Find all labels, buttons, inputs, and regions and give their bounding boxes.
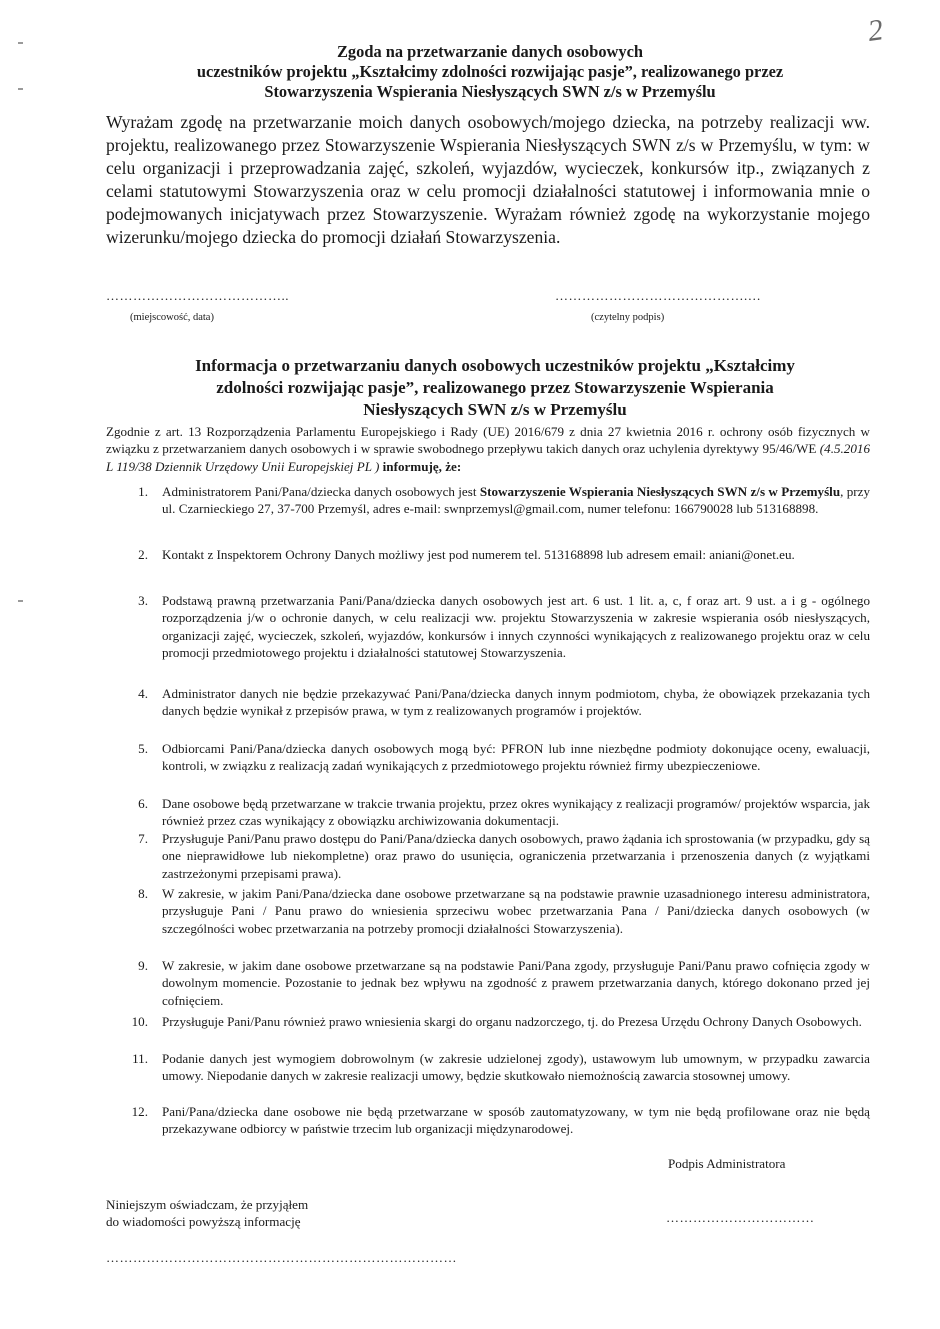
- list-item-text: W zakresie, w jakim Pani/Pana/dziecka dane osobowe przetwarzane są na podstawie prawnie uzasadnionego interesu administratora, przysługuje Pani / Panu prawo do wniesienia sprzeciwu wobec przetwarzania Pana / Pani/dziecka danych osobowych (w szczególności wobec przetwarzania na potrzeby promocji działalności Stowarzyszenia).: [162, 886, 870, 936]
- list-item-text: Odbiorcami Pani/Pana/dziecka danych osobowych mogą być: PFRON lub inne niezbędne podmioty dokonujące oceny, ewaluacji, kontroli, w związku z realizacją zadań wynikających z przedmiotowego projektu również firmy ubezpieczeniowe.: [162, 741, 870, 774]
- list-item-text: Podanie danych jest wymogiem dobrowolnym (w zakresie udzielonej zgody), ustawowym lub umownym, w przypadku zawarcia umowy. Niepodanie danych w zakresie realizacji umowy, będzie skutkowało niemożnością zawarcia stosownej umowy.: [162, 1051, 870, 1084]
- intro-inform: informuję, że:: [379, 458, 462, 474]
- info-intro: [106, 423, 870, 475]
- list-item-number: 7.: [138, 831, 148, 846]
- place-date-field[interactable]: …………………………………..: [106, 288, 289, 303]
- consent-body: Wyrażam zgodę na przetwarzanie moich danych osobowych/mojego dziecka, na potrzeby realizacji ww. projektu, realizowanego przez Stowarzyszenie Wspierania Niesłyszących SWN z/s w Przemyślu, w tym: w celu organizacji i przeprowadzania zajęć, szkoleń, wyjazdów, wycieczek, konkursów itp., związanych z celami statutowymi Stowarzyszenia oraz w celu promocji działalności statutowej i informowania mnie o podejmowanych inicjatywach przez Stowarzyszenie. Wyrażam również zgodę na wykorzystanie mojego wizerunku/mojego dziecka do promocji działań Stowarzyszenia.: [106, 112, 870, 248]
- list-item-number: 5.: [138, 741, 148, 756]
- consent-title-line: uczestników projektu „Kształcimy zdolności rozwijając pasje”, realizowanego przez: [196, 62, 784, 81]
- list-item-number: 11.: [132, 1051, 148, 1066]
- admin-signature-label: Podpis Administratora: [668, 1156, 786, 1171]
- declaration-line: Niniejszym oświadczam, że przyjąłem: [106, 1197, 309, 1212]
- list-item-number: 10.: [131, 1014, 148, 1029]
- list-item-number: 4.: [138, 686, 148, 701]
- list-item-text: [162, 483, 870, 518]
- list-item-number: 2.: [138, 547, 148, 562]
- list-item-number: 9.: [138, 958, 148, 973]
- list-item-number: 3.: [138, 593, 148, 608]
- declaration-line: do wiadomości powyższą informację: [106, 1214, 301, 1230]
- list-item-number: 12.: [131, 1104, 148, 1119]
- list-item-number: 8.: [138, 886, 148, 901]
- intro-text: Zgodnie z art. 13 Rozporządzenia Parlamentu Europejskiego i Rady (UE) 2016/679 z dnia 27 kwietnia 2016 r. ochrony osób fizycznych w związku z przetwarzaniem danych osobowych i w sprawie swobodnego przepływu takich danych oraz uchylenia dyrektywy 95/46/WE: [106, 424, 870, 457]
- list-item-text: Przysługuje Pani/Panu prawo dostępu do Pani/Pana/dziecka danych osobowych, prawo żądania ich sprostowania (w przypadku, gdy są one nieprawidłowe lub niekompletne) oraz prawo do usunięcia, ograniczenia przetwarzania i przenoszenia danych (z wyjątkami zastrzeżonymi przepisami prawa).: [162, 831, 870, 881]
- declaration: [106, 1196, 426, 1231]
- list-item-number: 1.: [138, 484, 148, 499]
- handwritten-page-number: 2: [865, 13, 886, 48]
- list-item-text: Administrator danych nie będzie przekazywać Pani/Pana/dziecka danych innym podmiotom, chyba, że obowiązek przekazania tych danych będzie wynikał z przepisów prawa, w tym z realizowanych programów i projektów.: [162, 686, 870, 719]
- info-title-line: Niesłyszących SWN z/s w Przemyślu: [363, 400, 627, 419]
- scan-speck: [18, 88, 23, 90]
- declaration-bottom-field[interactable]: ……………………………………………………………………: [106, 1250, 457, 1265]
- consent-title: [105, 42, 875, 102]
- info-title-line: Informacja o przetwarzaniu danych osobowych uczestników projektu „Kształcimy: [195, 356, 795, 375]
- list-item-text: Podstawą prawną przetwarzania Pani/Pana/dziecka danych osobowych jest art. 6 ust. 1 lit. a, c, f oraz art. 9 ust. a i g - ogólnego rozporządzenia j/w o ochronie danych, w celu realizacji ww. projektu Stowarzyszenia w zakresie wspierania osób niesłyszących, organizacji zajęć, wycieczek, szkoleń, wyjazdów, konkursów i innych czynności wynikających z realizowanego projektu oraz w celu promocji przedmiotowego projektu i działalności statutowej Stowarzyszenia.: [162, 593, 870, 661]
- list-item-number: 6.: [138, 796, 148, 811]
- consent-title-line: Zgoda na przetwarzanie danych osobowych: [337, 42, 643, 61]
- info-title: [150, 355, 840, 421]
- signature-field[interactable]: …………………………………….…: [555, 288, 762, 303]
- declaration-signature-field[interactable]: ……………………………: [666, 1210, 815, 1225]
- list-item-text: Dane osobowe będą przetwarzane w trakcie trwania projektu, przez okres wynikający z realizacji programów/ projektów wsparcia, jak również przez czas wynikający z obowiązku archiwizowania dokumentacji.: [162, 796, 870, 829]
- place-date-label: (miejscowość, data): [130, 312, 214, 323]
- intro-journal-reference: (4.5.2016 L 119/38 Dziennik Urzędowy Unii Europejskiej PL ): [106, 441, 870, 474]
- list-item-text: Pani/Pana/dziecka dane osobowe nie będą przetwarzane w sposób zautomatyzowany, w tym nie będą profilowane oraz nie będą przekazywane odbiorcy w państwie trzecim lub organizacji międzynarodowej.: [162, 1104, 870, 1137]
- list-item-text: Kontakt z Inspektorem Ochrony Danych możliwy jest pod numerem tel. 513168898 lub adresem email: aniani@onet.eu.: [162, 547, 795, 562]
- signature-label: (czytelny podpis): [591, 312, 665, 323]
- list-item-text: W zakresie, w jakim dane osobowe przetwarzane są na podstawie Pani/Pana zgody, przysługuje Pani/Panu prawo cofnięcia zgody w dowolnym momencie. Pozostanie to jednak bez wpływu na zgodność z prawem przetwarzania danych, którego dokonano przed jej cofnięciem.: [162, 958, 870, 1008]
- scan-speck: [18, 42, 23, 44]
- list-item-text: Przysługuje Pani/Panu również prawo wniesienia skargi do organu nadzorczego, tj. do Prezesa Urzędu Ochrony Danych Osobowych.: [162, 1014, 862, 1029]
- scan-speck: [18, 600, 23, 602]
- list-item-bold-part: Stowarzyszenie Wspierania Niesłyszących SWN z/s w Przemyślu: [479, 484, 841, 499]
- list-item-text-part: Administratorem Pani/Pana/dziecka danych osobowych jest: [162, 484, 480, 499]
- consent-title-line: Stowarzyszenia Wspierania Niesłyszących SWN z/s w Przemyślu: [264, 82, 716, 101]
- info-title-line: zdolności rozwijając pasje”, realizowanego przez Stowarzyszenie Wspierania: [216, 378, 774, 397]
- list-item-text-part: , przy ul. Czarnieckiego 27, 37-700 Przemyśl, adres e-mail: swnprzemysl@gmail.com, numer telefonu: 166790028 lub 513168898.: [162, 484, 870, 517]
